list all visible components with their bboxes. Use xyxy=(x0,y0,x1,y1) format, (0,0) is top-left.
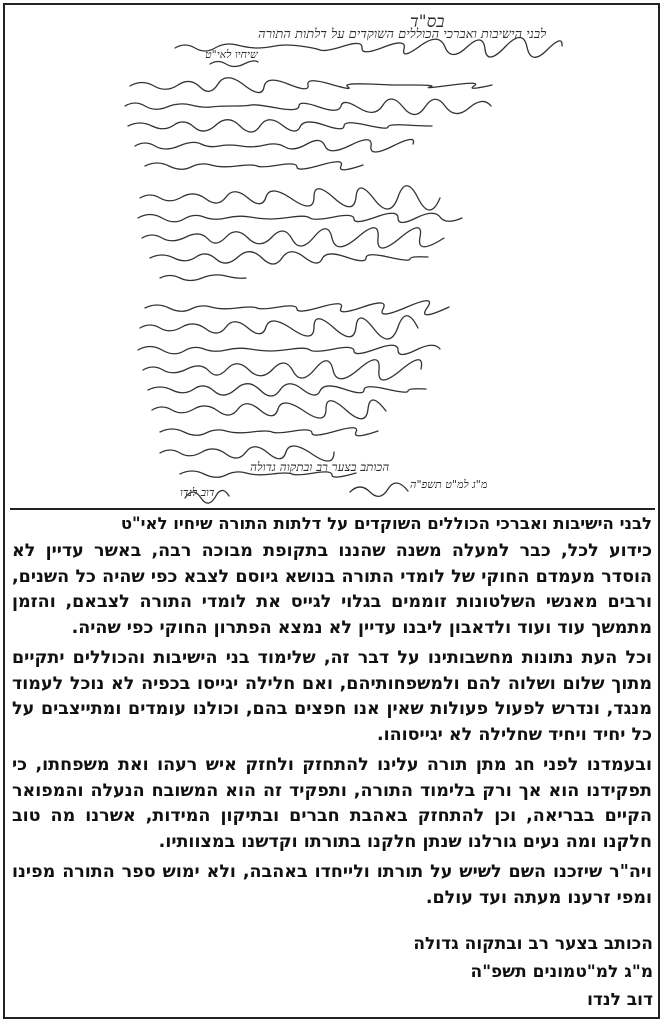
typed-heading: לבני הישיבות ואברכי הכוללים השוקדים על דלתות התורה שיחיו לאי"ט xyxy=(120,514,652,533)
handwritten-closing: הכותב בצער רב ובתקוה גדולה xyxy=(250,460,390,474)
handwritten-date: מ"ג למ"ט תשפ"ה xyxy=(410,478,488,491)
handwriting-strokes xyxy=(10,8,655,508)
signoff-line-2: מ"ג למ"טמונים תשפ"ה xyxy=(470,962,653,982)
typed-transcription xyxy=(12,512,652,916)
paragraph-1: כידוע לכל, כבר למעלה משנה שהננו בתקופת מבוכה רבה, באשר עדיין לא הוסדר מעמדם החוקי של לומדי התורה בנושא גיוסם לצבא כפי שהיה כל השנים, ורבים מאנשי השלטונות זוממים בגלוי לגייס את לומדי התורה לצבאם, והזמן מתמשך עוד ועוד ולדאבון ליבנו עדיין לא נמצא הפתרון החוקי כפי שהיה. xyxy=(12,541,652,638)
handwritten-signature: דוב לנדו xyxy=(180,486,215,499)
signoff-signature: דוב לנדו xyxy=(587,990,653,1010)
handwritten-letter-scan xyxy=(10,8,655,510)
paragraph-2: וכל העת נתונות מחשבותינו על דבר זה, שלימוד בני הישיבות והכוללים יתקיים מתוך שלום ושלוה להם ולמשפחותיהם, ואם חלילה יגייסו בכפיה לא נוכל לעמוד מנגד, ונדרש לפעול פעולות שאין אנו חפצים בהם, וכולנו עומדים ומתייצבים על כל יחיד ויחיד שחלילה לא יגייסוהו. xyxy=(12,648,652,745)
paragraph-3: ובעמדנו לפני חג מתן תורה עלינו להתחזק ולחזק איש רעהו ואת משפחתו, כי תפקידנו הוא אך ורק בלימוד התורה, ותפקיד זה הוא המשובח הנעלה והמפואר הקיים בבריאה, וכן להתחזק באהבת חברים ובתיקון המידות, אשרנו מה טוב חלקנו ומה נעים גורלנו שנתן חלקנו בתורתו וקדשנו במצוותיו. xyxy=(12,755,652,852)
signoff-line-1: הכותב בצער רב ובתקוה גדולה xyxy=(413,934,653,954)
corner-mark: בס"ד xyxy=(410,12,445,32)
handwritten-greeting: שיחיו לאי"ט xyxy=(205,48,258,61)
paragraph-4: ויה"ר שיזכנו השם לשיש על תורתו ולייחדו באהבה, ולא ימוש ספר התורה מפינו ומפי זרענו מעתה ועד עולם. xyxy=(12,862,652,908)
handwritten-address: לבני הישיבות ואברכי הכוללים השוקדים על דלתות התורה xyxy=(258,27,547,42)
